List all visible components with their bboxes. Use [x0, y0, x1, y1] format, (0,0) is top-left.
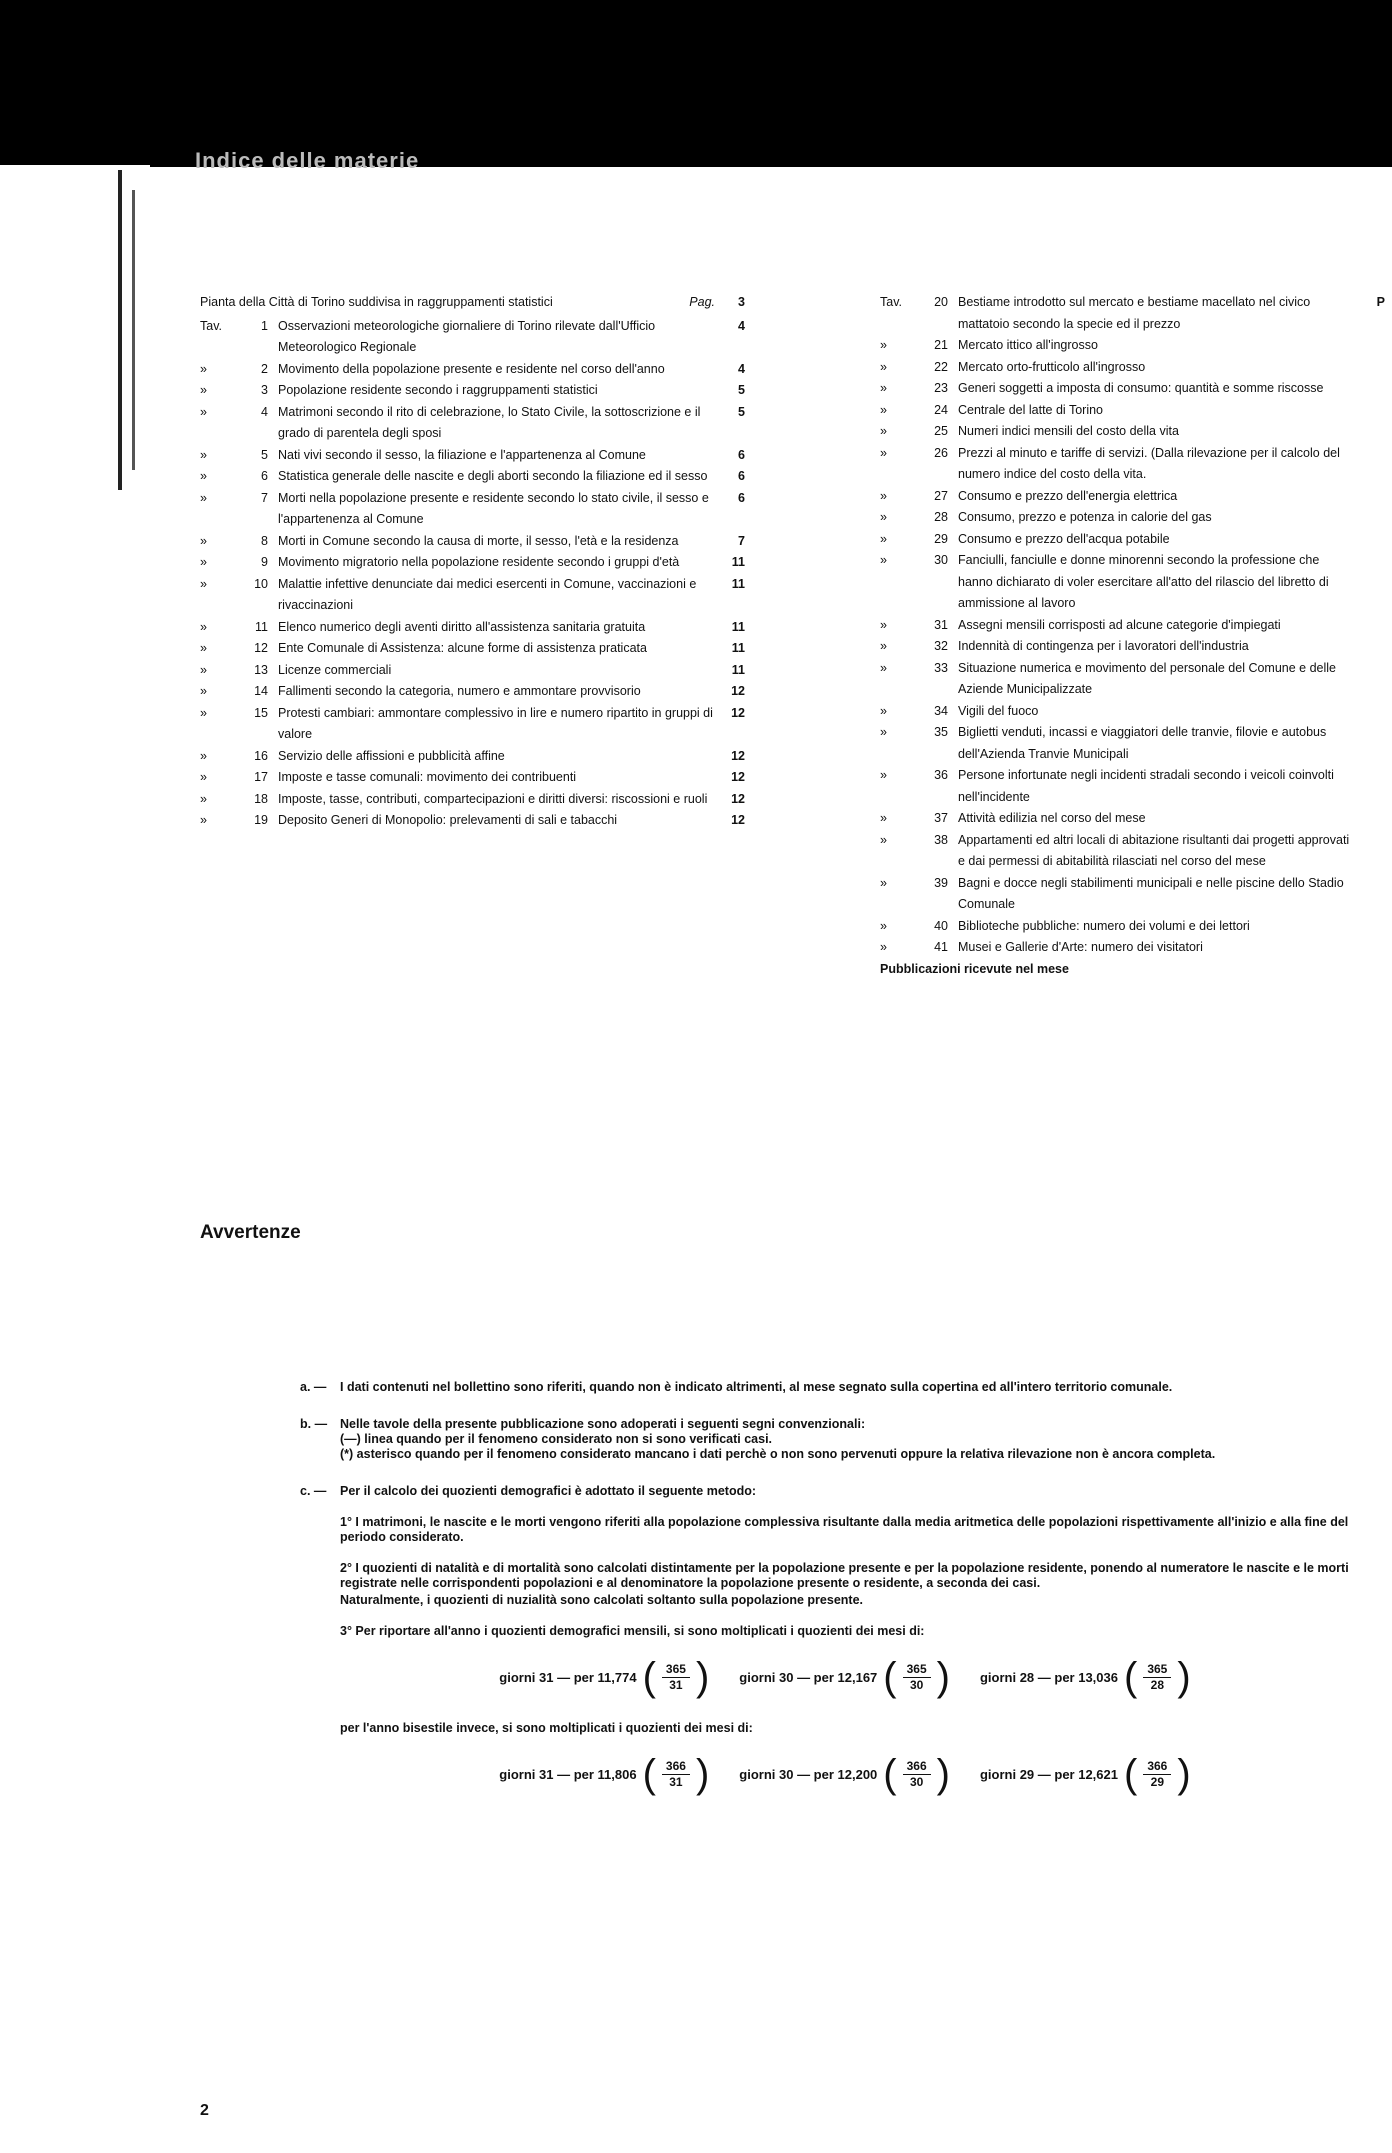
entry-number: 17 [254, 770, 268, 784]
entry-tav: » [200, 791, 207, 806]
fraction [1143, 1759, 1171, 1790]
entry-page: 6 [738, 469, 745, 483]
entry-page: 11 [731, 662, 745, 677]
entry-page: 12 [731, 748, 745, 763]
entry-number: 5 [261, 447, 268, 462]
entry-title: Indennità di contingenza per i lavoratori dell'industria [958, 639, 1249, 653]
index-entry [880, 443, 1385, 486]
entry-title: Centrale del latte di Torino [958, 402, 1103, 417]
index-entry [880, 357, 1385, 379]
entry-number: 25 [934, 424, 948, 438]
index-entry [200, 660, 745, 682]
formula-term [980, 1754, 1191, 1794]
method-3: 3° Per riportare all'anno i quozienti demografici mensili, si sono moltiplicati i quozienti dei mesi di: [340, 1624, 925, 1638]
entry-tav: » [880, 381, 887, 395]
index-entry [880, 636, 1385, 658]
entry-title: Attività edilizia nel corso del mese [958, 811, 1146, 825]
fraction [903, 1759, 931, 1790]
entry-number: 38 [934, 832, 948, 847]
entry-title: Matrimoni secondo il rito di celebrazione, lo Stato Civile, la sottoscrizione e il grado di parentela degli sposi [278, 404, 701, 440]
entry-title: Musei e Gallerie d'Arte: numero dei visitatori [958, 940, 1203, 954]
entry-number: 28 [934, 510, 948, 524]
index-entry [200, 703, 745, 746]
entry-title: Servizio delle affissioni e pubblicità affine [278, 748, 505, 763]
index-entry [880, 937, 1385, 959]
entry-page: 5 [738, 383, 745, 397]
entry-title: Assegni mensili corrisposti ad alcune categorie d'impiegati [958, 617, 1281, 632]
formula-label: giorni 31 — per 11,806 [499, 1766, 637, 1782]
fraction-numerator: 365 [903, 1662, 931, 1678]
index-entry [200, 402, 745, 445]
note-b [300, 1417, 1350, 1462]
entry-number: 12 [254, 641, 268, 655]
formula-term [739, 1657, 950, 1697]
entry-title: Ente Comunale di Assistenza: alcune forme di assistenza praticata [278, 641, 647, 655]
formula-label: giorni 28 — per 13,036 [979, 1669, 1118, 1685]
entry-tav: » [200, 619, 207, 634]
fraction [662, 1662, 690, 1693]
page-number: 2 [200, 2102, 209, 2119]
formula-term [499, 1754, 709, 1794]
entry-tav: » [880, 424, 887, 438]
method-1: 1° I matrimoni, le nascite e le morti vengono riferiti alla popolazione complessiva risultante dalla media aritmetica delle popolazioni rispettivamente all'inizio e alla fine del periodo considerato. [340, 1515, 1349, 1544]
index-entry [200, 531, 745, 553]
fraction-denominator: 31 [669, 1677, 683, 1692]
entry-tav: » [200, 490, 207, 505]
entry-number: 15 [254, 705, 268, 720]
entry-number: 2 [261, 361, 268, 376]
entry-title: Osservazioni meteorologiche giornaliere di Torino rilevate dall'Ufficio Meteorologico Regionale [278, 318, 656, 354]
entry-title: Numeri indici mensili del costo della vita [958, 424, 1179, 438]
entry-page: 5 [738, 404, 745, 419]
entry-number: 19 [254, 813, 268, 827]
index-entry [200, 552, 745, 574]
entry-number: 6 [261, 469, 268, 483]
entry-title: Statistica generale delle nascite e degli aborti secondo la filiazione ed il sesso [278, 469, 708, 483]
paren-open: ( [642, 1752, 656, 1796]
entry-tav: » [880, 875, 887, 890]
entry-tav: » [200, 705, 207, 720]
entry-number: 27 [934, 488, 948, 503]
page-label: Pag. [689, 295, 715, 309]
scan-margin-mark [118, 170, 122, 490]
entry-page: 12 [731, 813, 745, 827]
index-right-column [880, 292, 1385, 980]
entry-number: 37 [934, 811, 948, 825]
entry-title: Nati vivi secondo il sesso, la filiazione e l'appartenenza al Comune [278, 447, 646, 462]
note-label: b. — [300, 1417, 328, 1431]
index-entry [880, 550, 1385, 615]
entry-tav: » [200, 748, 207, 763]
index-entry [880, 335, 1385, 357]
paren-close: ) [695, 1752, 710, 1796]
paren-open: ( [883, 1655, 897, 1699]
entry-tav: » [200, 447, 207, 462]
entry-number: 41 [934, 940, 948, 954]
entry-number: 18 [254, 791, 268, 806]
entry-title: Fanciulli, fanciulle e donne minorenni secondo la professione che hanno dichiarato di voler esercitare all'atto del rilascio del libretto di ammissione al lavoro [958, 553, 1329, 610]
formula-term [499, 1657, 709, 1697]
entry-tav: Tav. [200, 318, 222, 333]
avvertenze-notes [300, 1380, 1350, 1840]
entry-tav: » [880, 488, 887, 503]
entry-tav: » [880, 660, 887, 675]
paren-close: ) [936, 1655, 950, 1699]
formula-term [739, 1754, 950, 1794]
entry-title: Persone infortunate negli incidenti stradali secondo i veicoli coinvolti nell'incidente [958, 768, 1334, 804]
index-entry [200, 681, 745, 703]
entry-title: Appartamenti ed altri locali di abitazione risultanti dai progetti approvati e dai permessi di abitabilità rilasciati nel corso del mese [958, 832, 1350, 868]
entry-page: 12 [731, 770, 745, 784]
entry-number: 23 [934, 381, 948, 395]
index-entry [200, 488, 745, 531]
index-entry [880, 486, 1385, 508]
entry-tav: » [200, 404, 207, 419]
entry-tav: » [200, 533, 207, 548]
fraction-numerator: 365 [1143, 1662, 1171, 1678]
entry-title: Consumo, prezzo e potenza in calorie del gas [958, 510, 1212, 524]
index-entry [200, 810, 745, 832]
entry-number: 39 [934, 875, 948, 890]
entry-number: 16 [254, 748, 268, 763]
entry-tav: » [200, 576, 207, 591]
entry-title: Consumo e prezzo dell'energia elettrica [958, 488, 1178, 503]
index-entry [880, 615, 1385, 637]
formula-label: giorni 30 — per 12,200 [739, 1766, 878, 1782]
formula-label: giorni 31 — per 11,774 [499, 1669, 637, 1685]
right-footer: Pubblicazioni ricevute nel mese [880, 961, 1069, 976]
entry-page: 11 [731, 555, 745, 569]
entry-tav: » [880, 617, 887, 632]
entry-page: 11 [731, 641, 745, 655]
index-entry [880, 808, 1385, 830]
right-entry-list [880, 292, 1385, 959]
entry-title: Vigili del fuoco [958, 703, 1039, 718]
entry-title: Imposte, tasse, contributi, compartecipazioni e diritti diversi: riscossioni e ruoli [278, 791, 708, 806]
entry-page: 11 [731, 619, 745, 634]
entry-number: 21 [934, 338, 948, 352]
note-text: Per il calcolo dei quozienti demografici è adottato il seguente metodo: [340, 1484, 757, 1498]
entry-page: 6 [738, 490, 745, 505]
left-entry-list [200, 316, 745, 832]
index-entry [880, 916, 1385, 938]
entry-tav: » [880, 940, 887, 954]
index-entry [880, 765, 1385, 808]
entry-page: 12 [731, 791, 745, 806]
entry-number: 8 [261, 533, 268, 548]
note-label: a. — [300, 1380, 327, 1394]
entry-title: Morti in Comune secondo la causa di morte, il sesso, l'età e la residenza [278, 533, 679, 548]
entry-title: Biglietti venduti, incassi e viaggiatori delle tranvie, filovie e autobus dell'Azienda Tranvie Municipali [958, 725, 1327, 761]
index-entry [200, 574, 745, 617]
entry-title: Bestiame introdotto sul mercato e bestiame macellato nel civico mattatoio secondo la specie ed il prezzo [958, 295, 1311, 331]
intro-text: Pianta della Città di Torino suddivisa in raggruppamenti statistici [200, 295, 553, 309]
index-entry [200, 445, 745, 467]
entry-tav: » [200, 469, 207, 483]
entry-title: Movimento migratorio nella popolazione residente secondo i gruppi d'età [278, 555, 680, 569]
entry-page: 12 [731, 705, 745, 720]
entry-title: Elenco numerico degli aventi diritto all'assistenza sanitaria gratuita [278, 619, 646, 634]
entry-page: 11 [731, 576, 745, 591]
fraction-denominator: 31 [669, 1774, 683, 1789]
entry-tav: » [200, 361, 207, 376]
paren-open: ( [642, 1655, 656, 1699]
entry-tav: » [880, 918, 887, 933]
index-intro [200, 292, 745, 314]
entry-title: Deposito Generi di Monopolio: prelevamenti di sali e tabacchi [278, 813, 618, 827]
entry-number: 26 [934, 445, 948, 460]
leap-text: per l'anno bisestile invece, si sono moltiplicati i quozienti dei mesi di: [340, 1721, 753, 1735]
entry-tav: » [200, 813, 207, 827]
entry-tav: » [200, 684, 207, 698]
avvertenze-title: Avvertenze [200, 1222, 301, 1243]
entry-number: 3 [261, 383, 268, 397]
index-entry [200, 617, 745, 639]
entry-tav: » [880, 725, 887, 739]
fraction-numerator: 366 [903, 1759, 931, 1775]
method-2: 2° I quozienti di natalità e di mortalità sono calcolati distintamente per la popolazione presente e per la popolazione residente, ponendo al numeratore le nascite e le morti registrate nelle corrispondenti popolazioni e al denominatore la popolazione presente o residente, a seconda dei casi. [340, 1561, 1349, 1590]
note-c [300, 1484, 1350, 1818]
index-entry [880, 658, 1385, 701]
index-entry [880, 421, 1385, 443]
fraction-denominator: 29 [1150, 1774, 1165, 1789]
paren-close: ) [695, 1655, 710, 1699]
index-left-column [200, 292, 745, 832]
note-a [300, 1380, 1350, 1395]
entry-tav: » [880, 703, 887, 718]
index-entry [200, 746, 745, 768]
entry-tav: » [880, 832, 887, 847]
entry-title: Consumo e prezzo dell'acqua potabile [958, 531, 1170, 546]
entry-tav: » [880, 768, 887, 782]
index-entry [880, 830, 1385, 873]
index-entry [200, 638, 745, 660]
entry-number: 7 [261, 490, 268, 505]
index-entry [880, 507, 1385, 529]
paren-close: ) [1177, 1655, 1191, 1699]
fraction-denominator: 28 [1150, 1677, 1165, 1692]
entry-number: 30 [934, 553, 948, 567]
entry-number: 24 [934, 402, 948, 417]
fraction [903, 1662, 931, 1693]
index-entry [200, 359, 745, 381]
entry-tav: » [200, 383, 207, 397]
fraction-denominator: 30 [909, 1774, 924, 1789]
index-entry [880, 529, 1385, 551]
entry-page: 7 [738, 533, 745, 548]
paren-close: ) [1177, 1752, 1191, 1796]
index-entry [880, 292, 1385, 335]
note-line: (—) linea quando per il fenomeno considerato non si sono verificati casi. [340, 1432, 773, 1446]
intro-page: 3 [738, 295, 745, 309]
entry-title: Malattie infettive denunciate dai medici esercenti in Comune, vaccinazioni e rivaccinazioni [278, 576, 697, 612]
scan-margin-mark [132, 190, 135, 470]
top-black-bar [0, 0, 1392, 165]
entry-number: 4 [261, 404, 268, 419]
entry-tav: » [880, 531, 887, 546]
entry-title: Mercato orto-frutticolo all'ingrosso [958, 359, 1146, 374]
entry-number: 33 [934, 660, 948, 675]
paren-close: ) [936, 1752, 950, 1796]
page-title: Indice delle materie [195, 148, 420, 173]
index-entry [880, 722, 1385, 765]
entry-number: 32 [934, 639, 948, 653]
entry-number: 36 [934, 768, 948, 782]
entry-title: Situazione numerica e movimento del personale del Comune e delle Aziende Municipalizzate [958, 660, 1336, 696]
index-entry [200, 316, 745, 359]
index-entry [880, 378, 1385, 400]
entry-page: P [1376, 295, 1385, 309]
index-entry [880, 701, 1385, 723]
entry-tav: » [200, 641, 207, 655]
entry-number: 35 [934, 725, 948, 739]
entry-tav: » [880, 402, 887, 417]
fraction-numerator: 366 [662, 1759, 690, 1775]
entry-tav: » [880, 359, 887, 374]
entry-title: Biblioteche pubbliche: numero dei volumi e dei lettori [958, 918, 1250, 933]
entry-tav: » [880, 338, 887, 352]
fraction-numerator: 366 [1143, 1759, 1171, 1775]
entry-title: Bagni e docce negli stabilimenti municipali e nelle piscine dello Stadio Comunale [958, 875, 1344, 911]
entry-title: Prezzi al minuto e tariffe di servizi. (Dalla rilevazione per il calcolo del numero indice del costo della vita. [958, 445, 1340, 481]
entry-tav: » [880, 811, 887, 825]
entry-number: 40 [934, 918, 948, 933]
formula-row-normal [340, 1657, 1350, 1697]
formula-label: giorni 29 — per 12,621 [979, 1766, 1118, 1782]
entry-tav: » [880, 510, 887, 524]
entry-number: 20 [934, 295, 948, 309]
index-entry [880, 400, 1385, 422]
index-entry [880, 873, 1385, 916]
fraction [1143, 1662, 1171, 1693]
entry-number: 13 [254, 662, 268, 677]
entry-number: 11 [255, 619, 268, 634]
fraction-numerator: 365 [662, 1662, 690, 1678]
paren-open: ( [1124, 1655, 1138, 1699]
paren-open: ( [1124, 1752, 1138, 1796]
entry-number: 34 [934, 703, 948, 718]
entry-tav: » [880, 445, 887, 460]
entry-tav: » [200, 770, 207, 784]
entry-page: 4 [738, 361, 745, 376]
entry-number: 1 [261, 318, 268, 333]
entry-title: Protesti cambiari: ammontare complessivo in lire e numero ripartito in gruppi di valore [278, 705, 713, 741]
index-entry [200, 466, 745, 488]
entry-page: 12 [731, 684, 745, 698]
formula-term [980, 1657, 1191, 1697]
formula-label: giorni 30 — per 12,167 [739, 1669, 878, 1685]
entry-tav: » [200, 662, 207, 677]
entry-tav: » [880, 639, 887, 653]
index-entry [200, 789, 745, 811]
entry-number: 31 [934, 617, 948, 632]
entry-title: Licenze commerciali [278, 662, 392, 677]
entry-title: Movimento della popolazione presente e residente nel corso dell'anno [278, 361, 665, 376]
entry-title: Popolazione residente secondo i raggruppamenti statistici [278, 383, 598, 397]
note-text: I dati contenuti nel bollettino sono riferiti, quando non è indicato altrimenti, al mese segnato sulla copertina ed all'intero territorio comunale. [340, 1380, 1173, 1394]
entry-title: Mercato ittico all'ingrosso [958, 338, 1098, 352]
entry-page: 6 [738, 447, 745, 462]
entry-number: 9 [261, 555, 268, 569]
entry-title: Morti nella popolazione presente e residente secondo lo stato civile, il sesso e l'appartenenza al Comune [278, 490, 709, 526]
entry-tav: » [200, 555, 207, 569]
entry-tav: » [880, 553, 887, 567]
index-entry [200, 767, 745, 789]
method-2b: Naturalmente, i quozienti di nuzialità sono calcolati soltanto sulla popolazione presente. [340, 1593, 863, 1607]
entry-title: Generi soggetti a imposta di consumo: quantità e somme riscosse [958, 381, 1324, 395]
note-text: Nelle tavole della presente pubblicazione sono adoperati i seguenti segni convenzionali: [340, 1417, 866, 1431]
entry-number: 29 [934, 531, 948, 546]
entry-page: 4 [738, 318, 745, 333]
entry-number: 10 [254, 576, 268, 591]
note-label: c. — [300, 1484, 327, 1498]
note-line: (*) asterisco quando per il fenomeno considerato mancano i dati perchè o non sono pervenuti oppure la relativa rilevazione non è ancora completa. [340, 1447, 1216, 1461]
entry-number: 22 [934, 359, 948, 374]
entry-title: Imposte e tasse comunali: movimento dei contribuenti [278, 770, 577, 784]
entry-tav: Tav. [880, 295, 902, 309]
fraction-denominator: 30 [909, 1677, 924, 1692]
paren-open: ( [883, 1752, 897, 1796]
fraction [662, 1759, 690, 1790]
entry-number: 14 [254, 684, 268, 698]
formula-row-leap [340, 1754, 1350, 1794]
index-entry [200, 380, 745, 402]
entry-title: Fallimenti secondo la categoria, numero e ammontare provvisorio [278, 684, 641, 698]
